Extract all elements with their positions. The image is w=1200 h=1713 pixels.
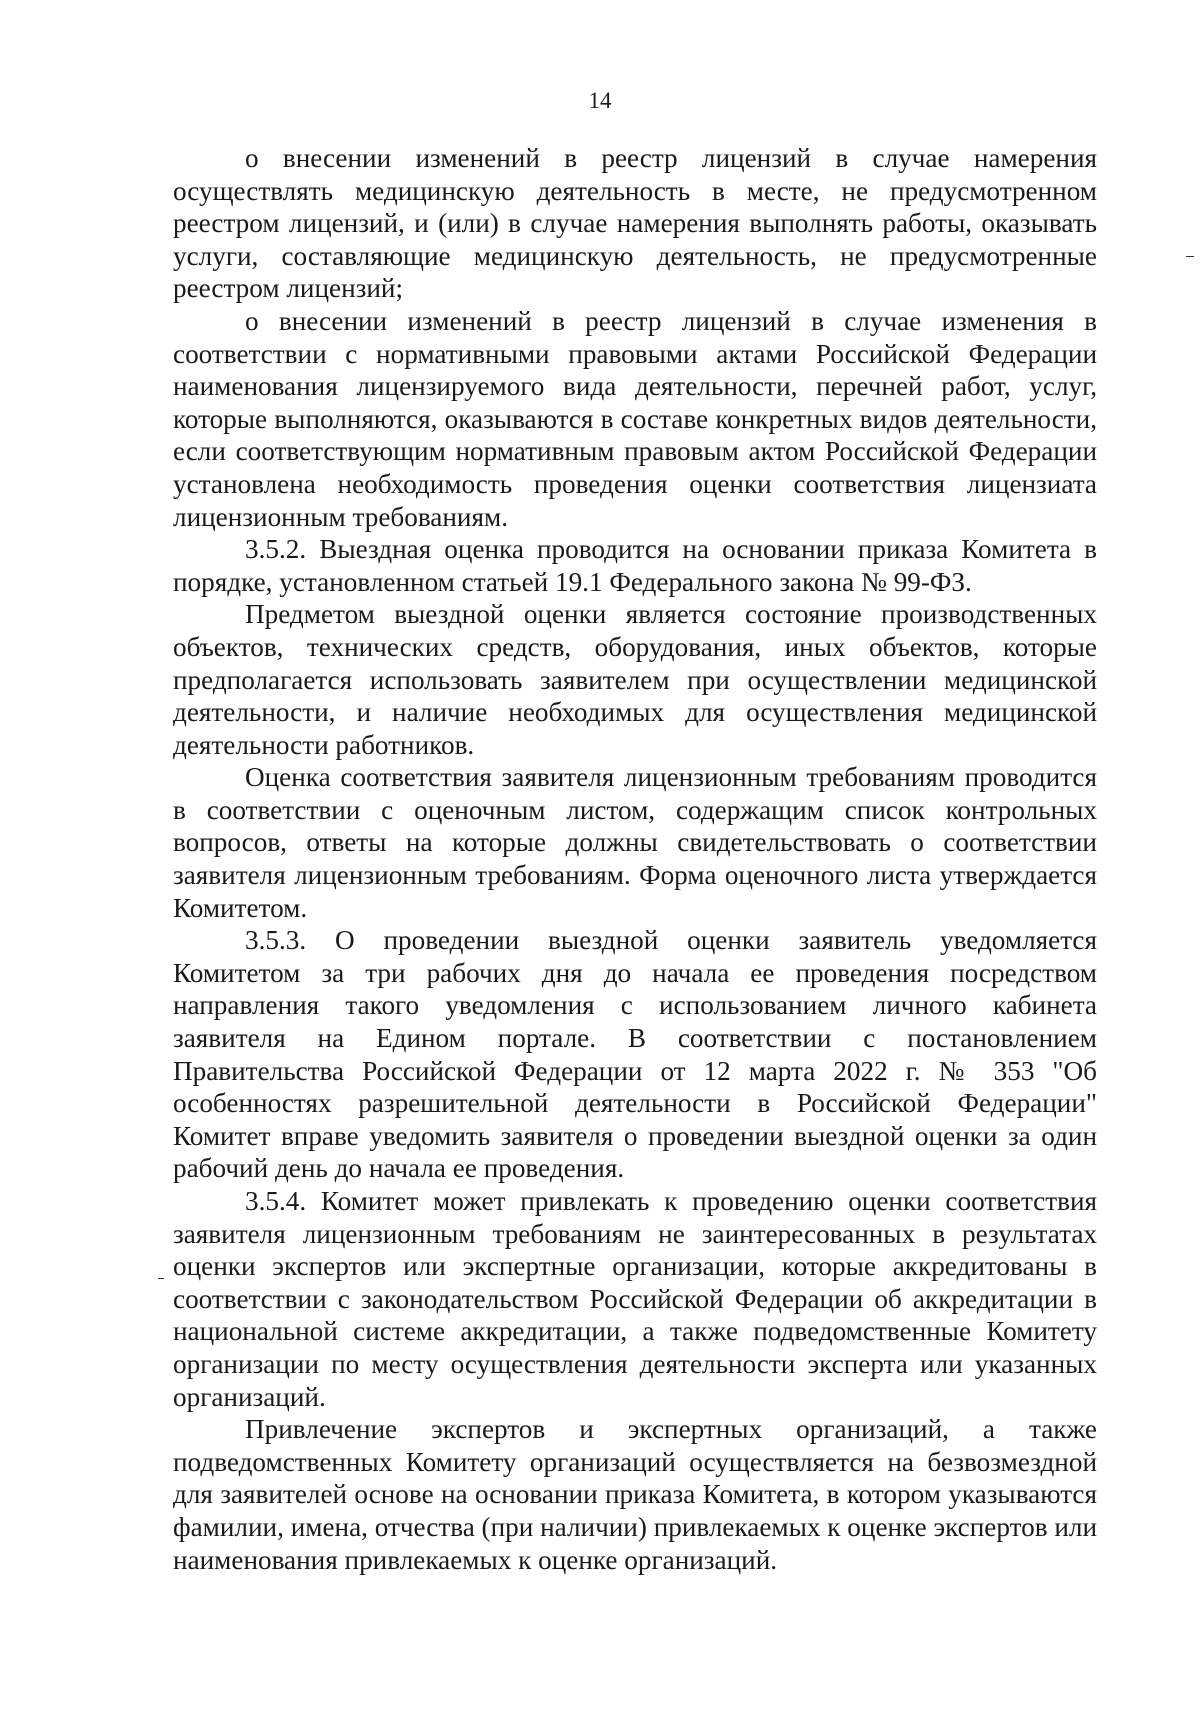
paragraph: о внесении изменений в реестр лицензий в случае изменения в соответствии с нормативными правовыми актами Российской Федерации наименования лицензируемого вида деятельности, перечней работ, услуг, которые выполняются, оказываются в составе конкретных видов деятельности, если соответствующим нормативным правовым актом Российской Федерации установлена необходимость проведения оценки соответствия лицензиата лицензионным требованиям. xyxy=(173,305,1097,532)
page-number: 14 xyxy=(588,88,612,113)
paragraph: о внесении изменений в реестр лицензий в случае намерения осуществлять медицинскую деятельность в месте, не предусмотренном реестром лицензий, и (или) в случае намерения выполнять работы, оказывать услуги, составляющие медицинскую деятельность, не предусмотренные реестром лицензий; xyxy=(173,143,1097,304)
paragraph: Привлечение экспертов и экспертных организаций, а также подведомственных Комитету организаций осуществляется на безвозмездной для заявителей основе на основании приказа Комитета, в котором указываются фамилии, имена, отчества (при наличии) привлекаемых к оценке экспертов или наименования привлекаемых к оценке организаций. xyxy=(173,1414,1097,1575)
paragraph: 3.5.4. Комитет может привлекать к проведению оценки соответствия заявителя лицензионным требованиям не заинтересованных в результатах оценки экспертов или экспертные организации, которые аккредитованы в соответствии с законодательством Российской Федерации об аккредитации в национальной системе аккредитации, а также подведомственные Комитету организации по месту осуществления деятельности эксперта или указанных организаций. xyxy=(173,1186,1097,1412)
paragraph: 3.5.2. Выездная оценка проводится на основании приказа Комитета в порядке, установленном статьей 19.1 Федерального закона № 99-ФЗ. xyxy=(173,534,1097,597)
document-body xyxy=(173,142,1097,1576)
scan-artifact xyxy=(158,1278,164,1279)
paragraph: 3.5.3. О проведении выездной оценки заявитель уведомляется Комитетом за три рабочих дня до начала ее проведения посредством направления такого уведомления с использованием личного кабинета заявителя на Едином портале. В соответствии с постановлением Правительства Российской Федерации от 12 марта 2022 г. № 353 "Об особенностях разрешительной деятельности в Российской Федерации" Комитет вправе уведомить заявителя о проведении выездной оценки за один рабочий день до начала ее проведения. xyxy=(173,925,1097,1184)
paragraph: Оценка соответствия заявителя лицензионным требованиям проводится в соответствии с оценочным листом, содержащим список контрольных вопросов, ответы на которые должны свидетельствовать о соответствии заявителя лицензионным требованиям. Форма оценочного листа утверждается Комитетом. xyxy=(173,762,1097,923)
paragraph: Предметом выездной оценки является состояние производственных объектов, технических средств, оборудования, иных объектов, которые предполагается использовать заявителем при осуществлении медицинской деятельности, и наличие необходимых для осуществления медицинской деятельности работников. xyxy=(173,599,1097,760)
scan-artifact xyxy=(1186,256,1194,257)
